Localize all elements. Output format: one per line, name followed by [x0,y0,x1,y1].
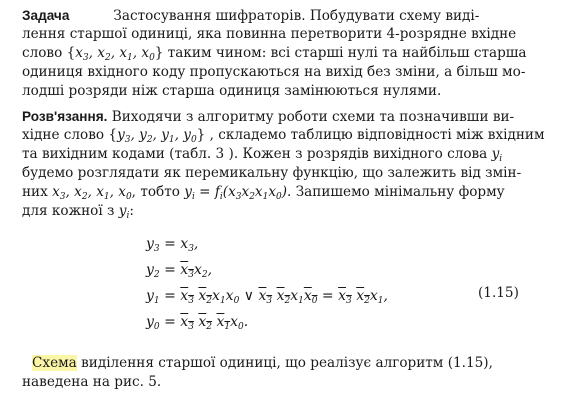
task-line-1 [22,6,552,26]
solution-line-4: будемо розглядати як перемикальну функцію, що залежить від змін- [22,165,522,181]
equation-y1: $y_1 = x_3$ $x_2x_1x_0$ ∨ $x_3$ $x_2x_1x_0 = x_3$ $x_2x_1$, [146,288,388,306]
solution-line-5: них $x_3$, $x_2$, $x_1$, $x_0$, тобто $y_i = f_i(x_3x_2x_1x_0)$. Запишемо мінімальну форму [22,184,505,202]
highlighted-word: Схема [32,355,77,371]
footer-line-1: Схема виділення старшої одиниці, що реалізує алгоритм (1.15), [32,355,493,371]
task-line-2: лення старшої одиниці, яка повинна перетворити 4-розрядне вхідне [22,26,517,42]
solution-line-6: для кожної з $y_i$: [22,203,134,221]
solution-label: Розв'язання. [22,109,108,124]
footer-line-2: наведена на рис. 5. [22,374,162,390]
input-word-vars: $x_3$, $x_2$, $x_1$, $x_0$ [75,45,155,63]
task-title-text: Застосування шифраторів. Побудувати схему виді- [113,8,480,24]
task-line-5: лодші розряди ніж старша одиниця замінюються нулями. [22,83,442,99]
solution-line-2: хідне слово {$y_3$, $y_2$, $y_1$, $y_0$} , складемо таблицю відповідності між вхідним [22,127,545,145]
task-label: Задача [22,8,70,23]
task-line-3: слово {$x_3$, $x_2$, $x_1$, $x_0$} таким чином: всі старші нулі та найбільш старша [22,45,527,63]
equation-number: (1.15) [478,285,519,301]
equation-y0: $y_0 = x_3$ $x_2$ $x_1x_0$. [146,314,249,332]
equation-y3: $y_3 = x_3$, [146,236,199,254]
task-line-4: одиниця вхідного коду пропускаються на вихід без зміни, а більш мо- [22,64,526,80]
solution-line-3: та вихідним кодами (табл. 3 ). Кожен з розрядів вихідного слова $y_i$ [22,146,503,164]
equation-y2: $y_2 = x_3x_2$, [146,262,213,280]
function-definition: $y_i = f_i(x_3x_2x_1x_0)$ [184,184,288,202]
solution-line-1: Розв'язання. Виходячи з алгоритму роботи схеми та позначивши ви- [22,109,515,125]
output-word-vars: $y_3$, $y_2$, $y_1$, $y_0$ [117,127,197,145]
